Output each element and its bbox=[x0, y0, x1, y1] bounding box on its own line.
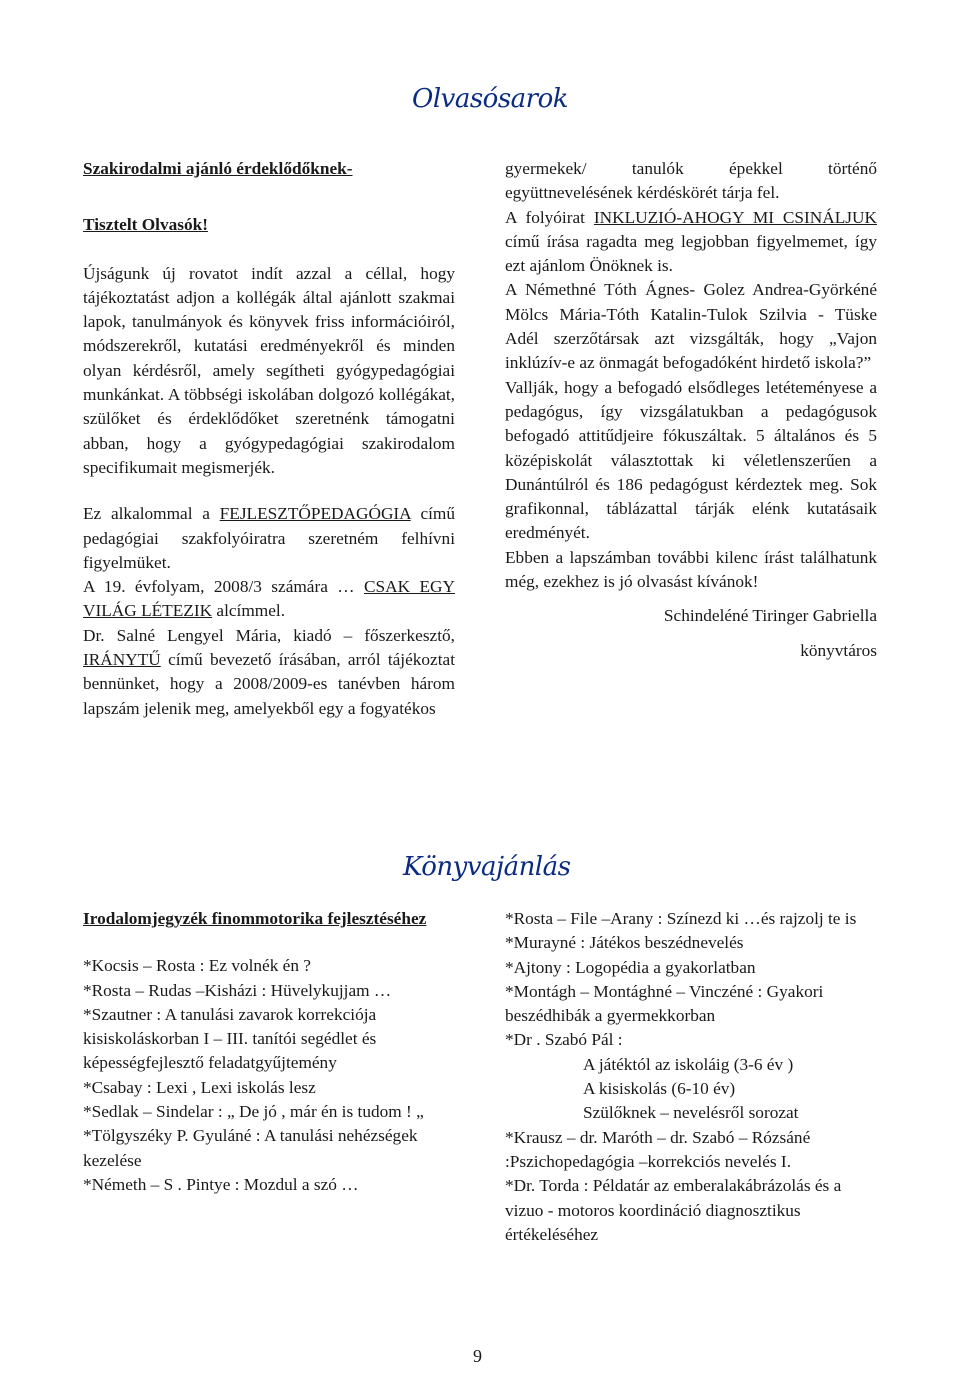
article-continuation-paragraph: gyermekek/ tanulók épekkel történő együttnevelésének kérdéskörét tárja fel. bbox=[505, 159, 877, 203]
editorial-title: , IRÁNYTŰ bbox=[83, 625, 455, 670]
article-title: Szakirodalmi ajánló érdeklődőknek- bbox=[83, 159, 353, 178]
bibliography-item: *Krausz – dr. Maróth – dr. Szabó – Rózsáné :Pszichopedagógia –korrekciós nevelés I. bbox=[505, 1127, 811, 1171]
section-heading-olvasosarok: Olvasósarok bbox=[412, 84, 568, 114]
page-number: 9 bbox=[473, 1346, 482, 1366]
bibliography-item: *Németh – S . Pintye : Mozdul a szó … bbox=[83, 1174, 359, 1194]
bibliography-sub-item: A kisiskolás (6-10 év) bbox=[583, 1079, 736, 1099]
section-heading-konyvajanlas: Könyvajánlás bbox=[403, 852, 571, 882]
bibliography-column-left bbox=[83, 907, 455, 1197]
bibliography-item: *Tölgyszéky P. Gyuláné : A tanulási nehézségek kezelése bbox=[83, 1126, 418, 1170]
article-editor-paragraph: Dr. Salné Lengyel Mária, kiadó – főszerkesztő, IRÁNYTŰ című bevezető írásában, arról tájékoztat bennünket, hogy a 2008/2009-es tanévben három lapszám jelenik meg, amelyekből egy a fogyatékos bbox=[83, 625, 455, 718]
article-authors-paragraph: A Némethné Tóth Ágnes- Golez Andrea-Györkéné Mölcs Mária-Tóth Katalin-Tulok Szilvia - Tüske Adél szerzőtársak azt vizsgálták, hogy „Vajon inklúzív-e az önmagát befogadóként hirdető iskola?” bbox=[505, 280, 877, 373]
bibliography-item: *Murayné : Játékos beszédnevelés bbox=[505, 933, 744, 953]
bibliography-item: *Kocsis – Rosta : Ez volnék én ? bbox=[83, 956, 311, 976]
article-issue-paragraph: A 19. évfolyam, 2008/3 számára … CSAK EGY VILÁG LÉTEZIK alcímmel. bbox=[83, 577, 455, 621]
bibliography-item: *Csabay : Lexi , Lexi iskolás lesz bbox=[83, 1077, 316, 1097]
bibliography-title: Irodalomjegyzék finommotorika fejlesztéséhez bbox=[83, 909, 427, 928]
left-column-article bbox=[83, 157, 455, 721]
bibliography-item: *Rosta – File –Arany : Színezd ki …és rajzolj te is bbox=[505, 909, 857, 928]
recommended-article-title: INKLUZIÓ-AHOGY MI CSINÁLJUK bbox=[593, 207, 877, 227]
right-column-article bbox=[505, 157, 877, 663]
article-intro-paragraph: Újságunk új rovatot indít azzal a céllal, hogy tájékoztatást adjon a kollégák által ajánlott szakmai lapok, tanulmányok és könyvek friss információiról, módszerekről, kutatási eredményekről és minden olyan kérdésről, amely segítheti gyógypedagógiai munkánkat. A többségi iskolában dolgozó kollégákat, szülőket és érdeklődőket szeretnénk támogatni abban, hogy a gyógypedagógiai szakirodalom specifikumait megismerjék. bbox=[83, 263, 455, 477]
bibliography-item: *Rosta – Rudas –Kisházi : Hüvelykujjam … bbox=[83, 980, 392, 1000]
bibliography-sub-item: A játéktól az iskoláig (3-6 év ) bbox=[583, 1054, 794, 1074]
bibliography-item: *Montágh – Montághné – Vinczéné : Gyakori beszédhibák a gyermekkorban bbox=[505, 981, 824, 1026]
article-greeting: Tisztelt Olvasók! bbox=[83, 215, 208, 235]
bibliography-item: *Dr . Szabó Pál : bbox=[505, 1030, 623, 1050]
bibliography-item: *Ajtony : Logopédia a gyakorlatban bbox=[505, 957, 756, 977]
bibliography-item: *Sedlak – Sindelar : „ De jó , már én is tudom ! „ bbox=[83, 1102, 424, 1122]
article-findings-paragraph: Vallják, hogy a befogadó elsődleges letéteményese a pedagógus, így vizsgálatukban a pedagógusok befogadó attitűdjeire fókuszáltak. 5 általános és 5 középiskolát választottak ki véletlenszerűen a Dunántúlról és 186 pedagógust kérdeztek meg. Sok grafikonnal, táblázattal tárják elénk kutatásaik eredményét. bbox=[505, 377, 877, 543]
article-recommendation-paragraph: A folyóirat INKLUZIÓ-AHOGY MI CSINÁLJUK című írása ragadta meg legjobban figyelmemet, így ezt ajánlom Önöknek is. bbox=[505, 207, 877, 276]
bibliography-column-right bbox=[505, 907, 877, 1247]
signature-role: könyvtáros bbox=[800, 640, 877, 660]
issue-subtitle: CSAK EGY VILÁG LÉTEZIK bbox=[83, 577, 455, 621]
article-closing-paragraph: Ebben a lapszámban további kilenc írást találhatunk még, ezekhez is jó olvasást kívánok! bbox=[505, 547, 877, 592]
journal-name: FEJLESZTŐPEDAGÓGIA bbox=[219, 504, 411, 524]
signature-name: Schindeléné Tiringer Gabriella bbox=[663, 606, 877, 626]
bibliography-sub-item: Szülőknek – nevelésről sorozat bbox=[583, 1103, 799, 1123]
bibliography-item: *Szautner : A tanulási zavarok korrekciója kisiskoláskorban I – III. tanítói segédlet és képességfejlesztő feladatgyűjtemény bbox=[83, 1004, 377, 1073]
article-journal-paragraph: Ez alkalommal a FEJLESZTŐPEDAGÓGIA című pedagógiai szakfolyóiratra szeretném felhívni figyelmüket. bbox=[83, 504, 455, 572]
bibliography-item: *Dr. Torda : Példatár az emberalakábrázolás és a vizuo - motoros koordináció diagnosztikus értékeléséhez bbox=[505, 1176, 842, 1244]
